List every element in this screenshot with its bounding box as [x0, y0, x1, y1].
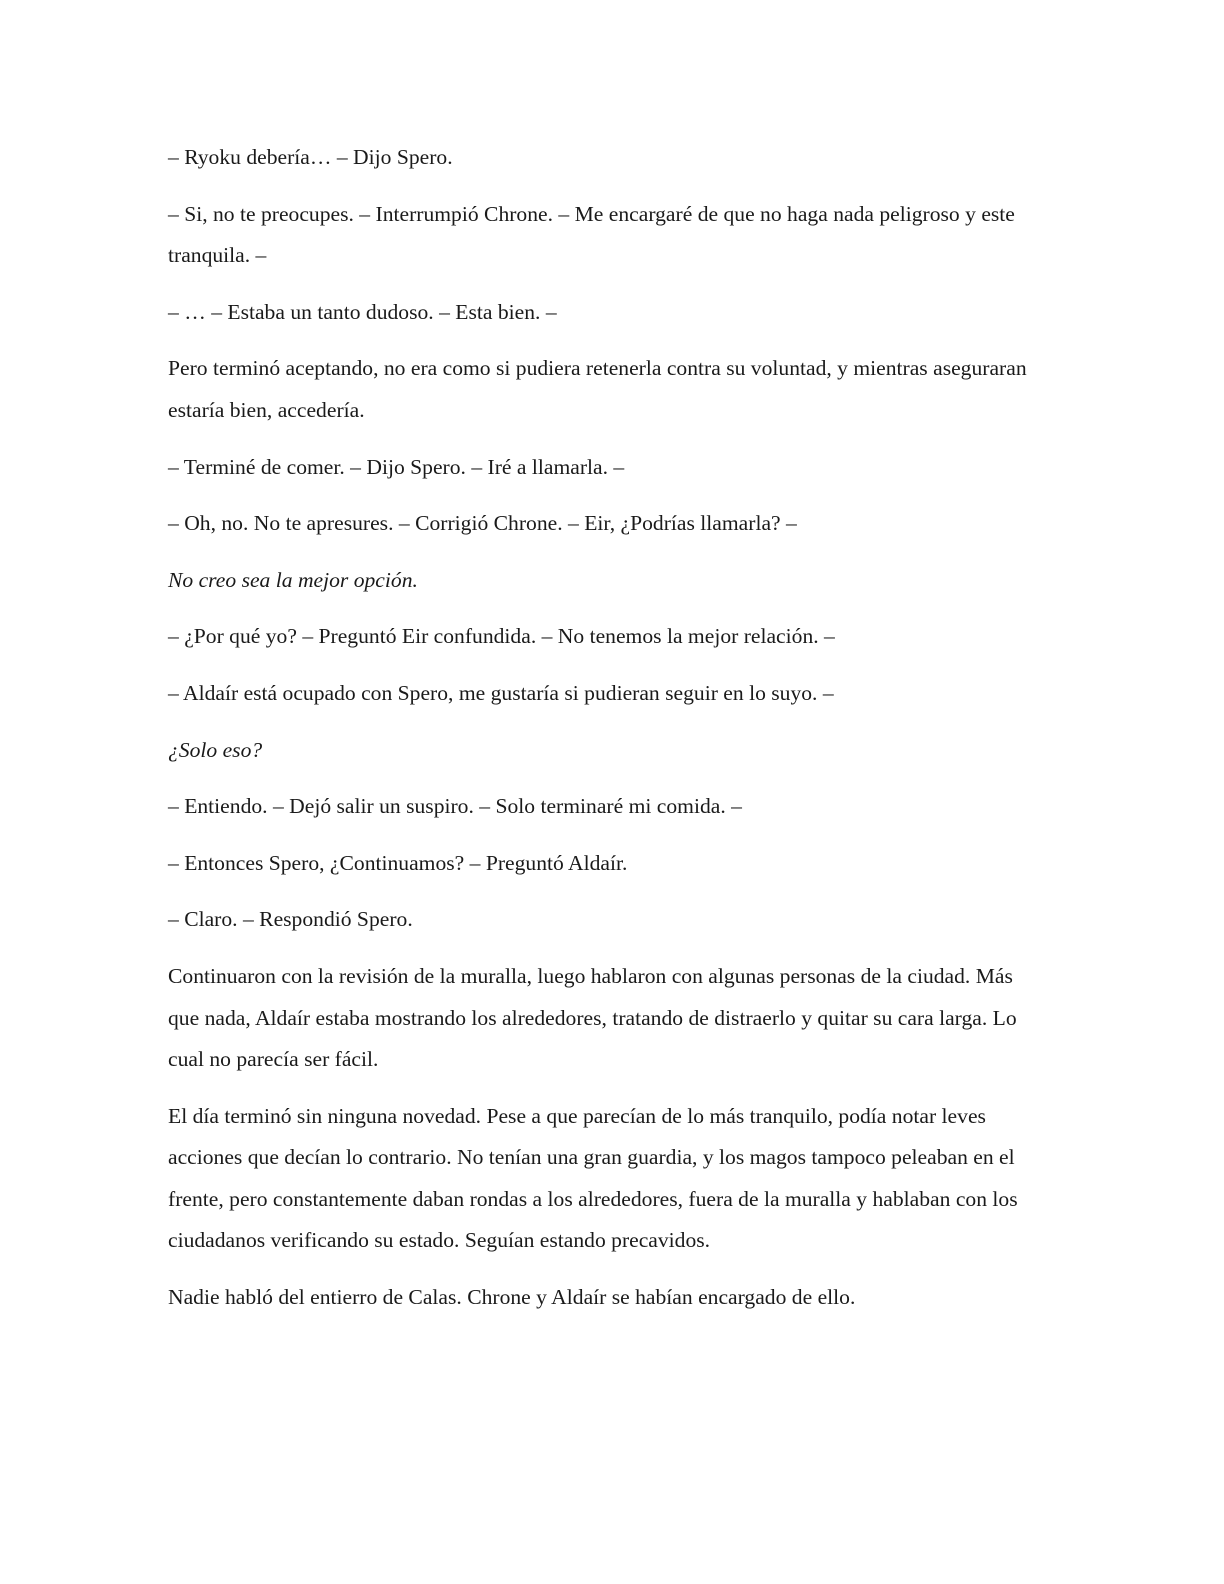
paragraph-3: – … – Estaba un tanto dudoso. – Esta bien. – [168, 299, 557, 324]
paragraph-10-thought: ¿Solo eso? [168, 737, 263, 762]
paragraph-4: Pero terminó aceptando, no era como si pudiera retenerla contra su voluntad, y mientras aseguraran estaría bien, accedería. [168, 356, 1027, 422]
paragraph-15: El día terminó sin ninguna novedad. Pese a que parecían de lo más tranquilo, podía notar leves acciones que decían lo contrario. No tenían una gran guardia, y los magos tampoco peleaban en el frente, pero constantemente daban rondas a los alrededores, fuera de la muralla y hablaban con los ciudadanos verificando su estado. Seguían estando precavidos. [168, 1103, 1018, 1253]
paragraph-5: – Terminé de comer. – Dijo Spero. – Iré a llamarla. – [168, 454, 625, 479]
paragraph-14: Continuaron con la revisión de la muralla, luego hablaron con algunas personas de la ciudad. Más que nada, Aldaír estaba mostrando los alrededores, tratando de distraerlo y quitar su cara larga. Lo cual no parecía ser fácil. [168, 963, 1017, 1072]
paragraph-7-thought: No creo sea la mejor opción. [168, 567, 418, 592]
document-page [168, 137, 1048, 1334]
paragraph-1: – Ryoku debería… – Dijo Spero. [168, 145, 453, 169]
paragraph-8: – ¿Por qué yo? – Preguntó Eir confundida. – No tenemos la mejor relación. – [168, 624, 835, 649]
paragraph-16: Nadie habló del entierro de Calas. Chrone y Aldaír se habían encargado de ello. [168, 1285, 856, 1310]
paragraph-6: – Oh, no. No te apresures. – Corrigió Chrone. – Eir, ¿Podrías llamarla? – [168, 511, 797, 536]
paragraph-11: – Entiendo. – Dejó salir un suspiro. – Solo terminaré mi comida. – [168, 794, 742, 819]
paragraph-2: – Si, no te preocupes. – Interrumpió Chrone. – Me encargaré de que no haga nada peligroso y este tranquila. – [168, 201, 1015, 268]
paragraph-9: – Aldaír está ocupado con Spero, me gustaría si pudieran seguir en lo suyo. – [168, 680, 834, 705]
paragraph-13: – Claro. – Respondió Spero. [168, 907, 413, 932]
paragraph-12: – Entonces Spero, ¿Continuamos? – Preguntó Aldaír. [168, 850, 628, 875]
